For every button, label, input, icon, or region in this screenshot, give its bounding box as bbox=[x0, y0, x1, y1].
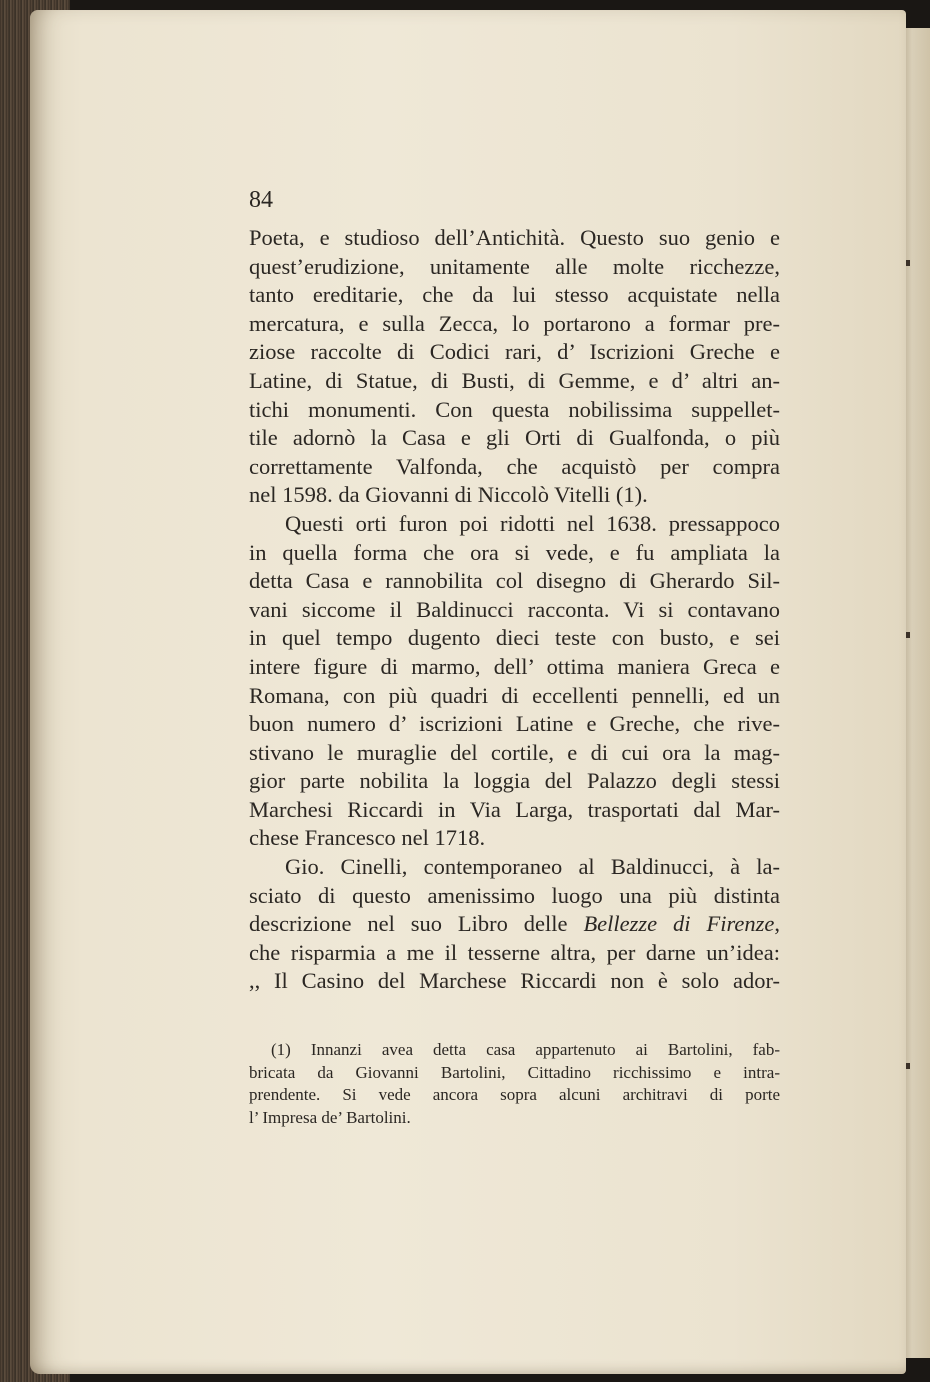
text-line: tanto ereditarie, che da lui stesso acquistate nella bbox=[249, 282, 780, 308]
text-line: gior parte nobilita la loggia del Palazzo degli stessi bbox=[249, 768, 780, 794]
footnote bbox=[249, 1039, 780, 1129]
text-line: che risparmia a me il tesserne altra, per darne un’idea: bbox=[249, 939, 780, 965]
text-line: vani siccome il Baldinucci racconta. Vi si contavano bbox=[249, 596, 780, 622]
text-line: tile adornò la Casa e gli Orti di Gualfonda, o più bbox=[249, 425, 780, 451]
text-line: stivano le muraglie del cortile, e di cui ora la mag- bbox=[249, 739, 780, 765]
text-line: tichi monumenti. Con questa nobilissima suppellet- bbox=[249, 396, 780, 422]
text-line: intere figure di marmo, dell’ ottima maniera Greca e bbox=[249, 653, 780, 679]
text-line: detta Casa e rannobilita col disegno di Gherardo Sil- bbox=[249, 568, 780, 594]
body-text bbox=[249, 224, 780, 996]
text-line: Gio. Cinelli, contemporaneo al Baldinucci, à la- bbox=[285, 854, 780, 880]
text-line: mercatura, e sulla Zecca, lo portarono a formar pre- bbox=[249, 310, 780, 336]
text-line: correttamente Valfonda, che acquistò per compra bbox=[249, 453, 780, 479]
text-line: quest’erudizione, unitamente alle molte ricchezze, bbox=[249, 253, 780, 279]
text-line: ,, Il Casino del Marchese Riccardi non è solo ador- bbox=[249, 968, 780, 994]
text-line: Latine, di Statue, di Busti, di Gemme, e d’ altri an- bbox=[249, 367, 780, 393]
book-title-italic: Bellezze di Firenze bbox=[583, 911, 775, 937]
text-line: ziose raccolte di Codici rari, d’ Iscrizioni Greche e bbox=[249, 339, 780, 365]
footnote-line: bricata da Giovanni Bartolini, Cittadino ricchissimo e intra- bbox=[249, 1062, 780, 1082]
text-line: in quella forma che ora si vede, e fu ampliata la bbox=[249, 539, 780, 565]
text-line: Romana, con più quadri di eccellenti pennelli, ed un bbox=[249, 682, 780, 708]
text-line: chese Francesco nel 1718. bbox=[249, 825, 486, 851]
text-line: in quel tempo dugento dieci teste con busto, e sei bbox=[249, 625, 780, 651]
text-span: descrizione nel suo Libro delle bbox=[249, 911, 584, 937]
text-line: Poeta, e studioso dell’Antichità. Questo suo genio e bbox=[249, 225, 780, 250]
page-number: 84 bbox=[249, 187, 273, 213]
text-line: buon numero d’ iscrizioni Latine e Greche, che rive- bbox=[249, 711, 780, 737]
text-line bbox=[249, 910, 780, 939]
text-span: , bbox=[774, 911, 780, 937]
text-line: sciato di questo amenissimo luogo una più distinta bbox=[249, 882, 780, 908]
footnote-line: (1) Innanzi avea detta casa appartenuto ai Bartolini, fab- bbox=[271, 1040, 780, 1059]
text-line: nel 1598. da Giovanni di Niccolò Vitelli (1). bbox=[249, 482, 648, 508]
footnote-line: l’ Impresa de’ Bartolini. bbox=[249, 1107, 411, 1127]
footnote-line: prendente. Si vede ancora sopra alcuni architravi di porte bbox=[249, 1085, 780, 1104]
text-line: Marchesi Riccardi in Via Larga, trasportati dal Mar- bbox=[249, 796, 780, 822]
text-line: Questi orti furon poi ridotti nel 1638. pressappoco bbox=[285, 510, 780, 536]
